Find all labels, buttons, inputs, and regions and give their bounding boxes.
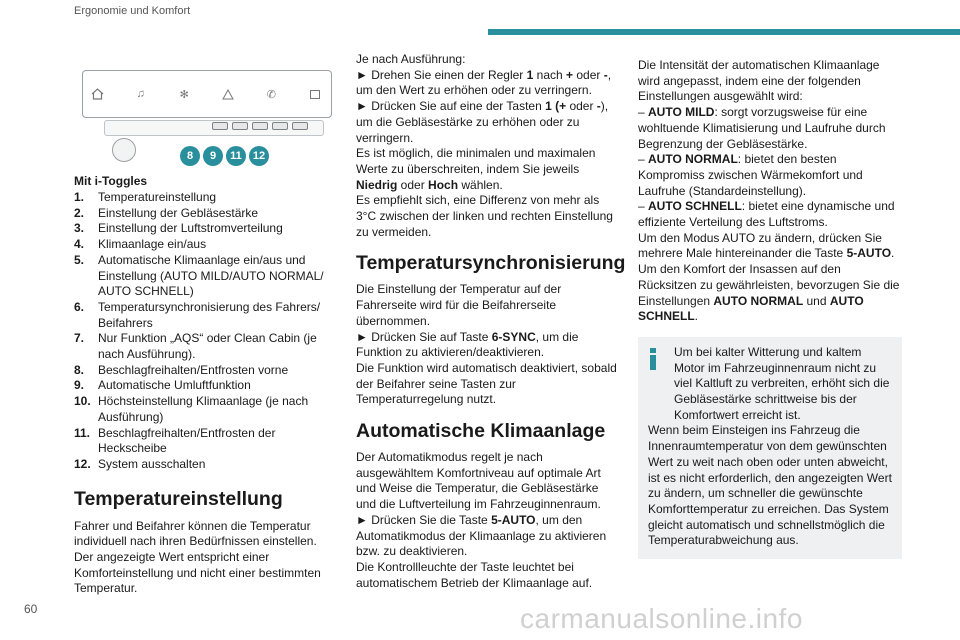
heading-temperatureinstellung: Temperatureinstellung (74, 487, 283, 510)
list-item: 12. System ausschalten (74, 456, 206, 471)
paragraph: Je nach Ausführung: (356, 52, 466, 66)
panel-icons (90, 88, 322, 100)
control-list (74, 190, 336, 473)
list-item: 5. Automatische Klimaanlage ein/aus und Einstellung (AUTO MILD/AUTO NORMAL/ AUTO SCHNELL) (74, 252, 324, 299)
callout-numbers (180, 146, 269, 166)
paragraph: Fahrer und Beifahrer können die Temperatur individuell nach ihren Bedürfnissen einstellen. (74, 518, 317, 549)
section-header: Ergonomie und Komfort (74, 5, 191, 17)
paragraph: Es empfiehlt sich, eine Differenz von mehr als 3°C zwischen der linken und rechten Einstellung zu vermeiden. (356, 193, 613, 239)
toggle-key (212, 122, 228, 130)
page-number: 60 (24, 602, 38, 616)
paragraph: – AUTO SCHNELL: bietet eine dynamische und effiziente Verteilung des Luftstroms. (638, 199, 895, 230)
music-icon: ♫ (136, 88, 145, 100)
paragraph: Um den Modus AUTO zu ändern, drücken Sie mehrere Male hintereinander die Taste 5-AUTO. (638, 230, 895, 261)
list-subheading: Mit i-Toggles (74, 174, 148, 188)
paragraph: Der Automatikmodus regelt je nach ausgewähltem Komfortniveau auf optimale Art und Weise die Temperatur, die Gebläsestärke und die Luftverteilung im Fahrzeuginnenraum. (356, 450, 601, 512)
paragraph: ► Drücken Sie auf eine der Tasten 1 (+ oder -), um die Gebläsestärke zu erhöhen oder zu verringern. (356, 99, 609, 145)
paragraph: – AUTO MILD: sorgt vorzugsweise für eine wohltuende Klimatisierung und Laufruhe durch Begrenzung der Gebläsestärke. (638, 105, 886, 151)
rotary-knob (112, 138, 136, 162)
paragraph: Um den Komfort der Insassen auf den Rücksitzen zu gewährleisten, bevorzugen Sie die Einstellungen AUTO NORMAL und AUTO SCHNELL. (638, 262, 900, 324)
paragraph: Die Intensität der automatischen Klimaanlage wird angepasst, indem eine der folgenden Einstellungen ausgewählt wird: (638, 58, 880, 104)
info-text: Wenn beim Einsteigen ins Fahrzeug die Innenraumtemperatur von dem gewünschten Wert zu weit nach oben oder unten abweicht, ist es nicht erforderlich, den angezeigten Wert zu ändern, um schneller die gewünschte Komforttemperatur zu erreichen. Das System gleicht automatisch und schnellstmöglich die Temperaturabweichung aus. (648, 423, 892, 548)
paragraph: Der angezeigte Wert entspricht einer Komforteinstellung und nicht einer bestimmten Temperatur. (74, 550, 321, 596)
heading-temperatursynchronisierung: Temperatursynchronisierung (356, 252, 626, 275)
info-icon (650, 348, 656, 370)
column-left (74, 70, 336, 597)
list-item: 3. Einstellung der Luftstromverteilung (74, 221, 283, 236)
toggle-key (252, 122, 268, 130)
column-right (638, 58, 902, 559)
callout-badge: 12 (249, 146, 269, 166)
paragraph: ► Drücken Sie auf Taste 6-SYNC, um die Funktion zu aktivieren/deaktivieren. (356, 329, 579, 360)
heading-automatische-klimaanlage: Automatische Klimaanlage (356, 420, 606, 443)
list-item: 7. Nur Funktion „AQS“ oder Clean Cabin (je nach Ausführung). (74, 331, 317, 362)
phone-icon: ✆ (266, 88, 276, 101)
list-item: 9. Automatische Umluftfunktion (74, 378, 251, 393)
car-icon (308, 88, 322, 100)
paragraph: ► Drücken Sie die Taste 5-AUTO, um den Automatikmodus der Klimaanlage zu aktivieren bzw. zu deaktivieren. (356, 512, 607, 559)
callout-badge: 8 (180, 146, 200, 166)
paragraph: Die Einstellung der Temperatur auf der Fahrerseite wird für die Beifahrerseite übernommen. (356, 282, 562, 328)
paragraph: ► Drehen Sie einen der Regler 1 nach + oder -, um den Wert zu erhöhen oder zu verringern. (356, 67, 612, 98)
info-text: Um bei kalter Witterung und kaltem Motor im Fahrzeuginnenraum nicht zu viel Kaltluft zu verbreiten, erhöht sich die Gebläsestärke schrittweise bis der Komfortwert erreicht ist. (674, 344, 890, 422)
list-item: 8. Beschlagfreihalten/Entfrosten vorne (74, 362, 289, 377)
list-item: 10. Höchsteinstellung Klimaanlage (je nach Ausführung) (74, 394, 309, 424)
callout-badge: 11 (226, 146, 246, 166)
paragraph: Die Kontrollleuchte der Taste leuchtet bei automatischem Betrieb der Klimaanlage auf. (356, 559, 593, 590)
header-accent-bar (488, 29, 960, 35)
climate-panel-illustration (74, 70, 336, 166)
paragraph: Es ist möglich, die minimalen und maximalen Werte zu überschreiten, indem Sie jeweils Niedrig oder Hoch wählen. (356, 146, 596, 192)
list-item: 6. Temperatursynchronisierung des Fahrers/ Beifahrers (74, 299, 321, 330)
home-icon (90, 88, 104, 100)
list-item: 1. Temperatureinstellung (74, 190, 217, 204)
toggle-key (292, 122, 308, 130)
toggle-key (232, 122, 248, 130)
list-item: 11. Beschlagfreihalten/Entfrosten der Heckscheibe (74, 425, 276, 456)
callout-badge: 9 (203, 146, 223, 166)
i-toggles (212, 122, 308, 130)
warning-icon (221, 88, 235, 100)
watermark: carmanualsonline.info (520, 603, 803, 634)
list-item: 4. Klimaanlage ein/aus (74, 237, 207, 252)
list-item: 2. Einstellung der Gebläsestärke (74, 205, 259, 220)
fan-icon: ✻ (179, 88, 189, 101)
paragraph: Die Funktion wird automatisch deaktiviert, sobald der Beifahrer seine Tasten zur Temperaturregelung nutzt. (356, 360, 617, 407)
toggle-key (272, 122, 288, 130)
paragraph: – AUTO NORMAL: bietet den besten Kompromiss zwischen Wärmekomfort und Laufruhe (Standardeinstellung). (638, 152, 863, 198)
info-box (638, 337, 902, 559)
column-middle (356, 52, 626, 591)
